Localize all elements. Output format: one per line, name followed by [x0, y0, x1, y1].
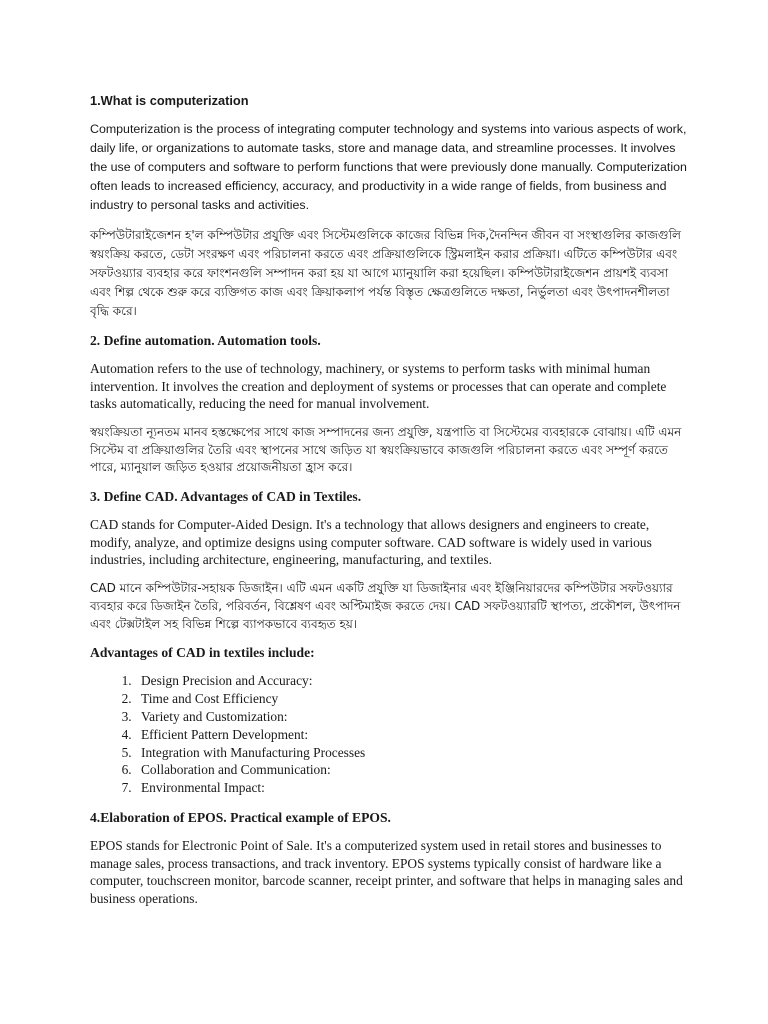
list-item: 4. Efficient Pattern Development:: [135, 726, 690, 744]
section-1-paragraph-en: Computerization is the process of integrating computer technology and systems into various aspects of work, daily life, or organizations to automate tasks, store and manage data, and streamline processes. It involves the use of computers and software to perform functions that were previously done manually. Computerization often leads to increased efficiency, accuracy, and productivity in a wide range of fields, from business and industry to personal tasks and activities.: [90, 122, 687, 212]
section-2-heading: 2. Define automation. Automation tools.: [90, 333, 321, 348]
list-item: 3. Variety and Customization:: [135, 708, 690, 726]
section-1-heading: 1.What is computerization: [90, 93, 249, 108]
document-page: [90, 92, 690, 918]
section-3-heading: 3. Define CAD. Advantages of CAD in Textiles.: [90, 489, 362, 505]
list-item: 7. Environmental Impact:: [135, 779, 690, 797]
list-item: 6. Collaboration and Communication:: [135, 761, 690, 779]
advantages-heading: Advantages of CAD in textiles include:: [90, 645, 315, 661]
list-item: 5. Integration with Manufacturing Processes: [135, 744, 690, 762]
section-4-paragraph-en: EPOS stands for Electronic Point of Sale. It's a computerized system used in retail stores and businesses to manage sales, process transactions, and track inventory. EPOS systems typically consist of hardware like a computer, touchscreen monitor, barcode scanner, receipt printer, and software that helps in managing sales and business operations.: [90, 837, 683, 906]
section-3-paragraph-bn: CAD মানে কম্পিউটার-সহায়ক ডিজাইন। এটি এমন একটি প্রযুক্তি যা ডিজাইনার এবং ইঞ্জিনিয়ারদের কম্পিউটার সফটওয়্যার ব্যবহার করে ডিজাইন তৈরি, পরিবর্তন, বিশ্লেষণ এবং অপ্টিমাইজ করতে দেয়। CAD সফটওয়্যারটি স্থাপত্য, প্রকৌশল, উৎপাদন এবং টেক্সটাইল সহ বিভিন্ন শিল্পে ব্যাপকভাবে ব্যবহৃত হয়।: [90, 580, 681, 631]
section-2-paragraph-bn: স্বয়ংক্রিয়তা ন্যূনতম মানব হস্তক্ষেপের সাথে কাজ সম্পাদনের জন্য প্রযুক্তি, যন্ত্রপাতি বা সিস্টেমের ব্যবহারকে বোঝায়। এটি এমন সিস্টেম বা প্রক্রিয়াগুলির তৈরি এবং স্থাপনের সাথে জড়িত যা স্বয়ংক্রিয়ভাবে কাজগুলি পরিচালনা করতে এবং সম্পূর্ণ করতে পারে, ম্যানুয়াল জড়িত হওয়ার প্রয়োজনীয়তা হ্রাস করে।: [90, 424, 682, 475]
section-3-paragraph-en: CAD stands for Computer-Aided Design. It's a technology that allows designers and engineers to create, modify, analyze, and optimize designs using computer software. CAD software is widely used in various industries, including architecture, engineering, manufacturing, and textiles.: [90, 517, 652, 568]
list-item: 1. Design Precision and Accuracy:: [135, 672, 690, 690]
section-2-paragraph-en: Automation refers to the use of technology, machinery, or systems to perform tasks with minimal human intervention. It involves the creation and deployment of systems or processes that can operate and complete tasks automatically, reducing the need for manual involvement.: [90, 361, 667, 412]
section-1-paragraph-bn: কম্পিউটারাইজেশন হ'ল কম্পিউটার প্রযুক্তি এবং সিস্টেমগুলিকে কাজের বিভিন্ন দিক,দৈনন্দিন জীবন বা সংস্থাগুলির কাজগুলি স্বয়ংক্রিয় করতে, ডেটা সংরক্ষণ এবং পরিচালনা করতে এবং প্রক্রিয়াগুলিকে স্ট্রিমলাইন করার প্রক্রিয়া। এটিতে কম্পিউটার এবং সফটওয়্যার ব্যবহার করে ফাংশনগুলি সম্পাদন করা হয় যা আগে ম্যানুয়ালি করা হয়েছিল। কম্পিউটারাইজেশন প্রায়শই ব্যবসা এবং শিল্প থেকে শুরু করে ব্যক্তিগত কাজ এবং ক্রিয়াকলাপ পর্যন্ত বিস্তৃত ক্ষেত্রগুলিতে দক্ষতা, নির্ভুলতা এবং উৎপাদনশীলতা বৃদ্ধি করে।: [90, 228, 681, 318]
section-4-heading: 4.Elaboration of EPOS. Practical example of EPOS.: [90, 809, 391, 825]
advantages-list: [90, 672, 690, 797]
list-item: 2. Time and Cost Efficiency: [135, 690, 690, 708]
